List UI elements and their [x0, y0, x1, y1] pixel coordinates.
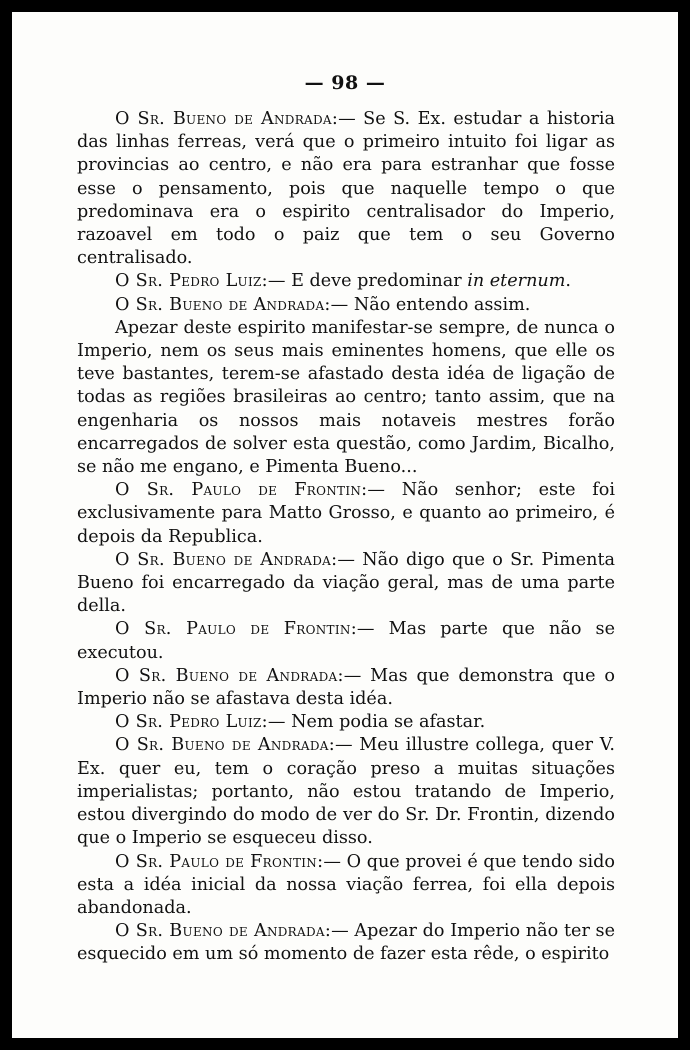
paragraph-text: — Meu illustre collega, quer V. Ex. quer eu, tem o coração preso a muitas situações imperialistas; portanto, não estou tratando de Imperio, estou divergindo do modo de ver do Sr. Dr. Frontin, dizendo que o Imperio se esqueceu disso.: [77, 735, 615, 849]
speaker-name: O Sr. Bueno de Andrada:: [115, 665, 344, 686]
speaker-name: O Sr. Paulo de Frontin:: [115, 480, 368, 501]
paragraph: [77, 734, 615, 850]
paragraph-text: — Nem podia se afastar.: [267, 712, 486, 733]
speaker-name: O Sr. Bueno de Andrada:: [115, 735, 335, 756]
page-number: — 98 —: [304, 72, 386, 94]
paragraph: [77, 711, 615, 734]
paragraph-text: — Não senhor; este foi exclusivamente para Matto Grosso, e quanto ao primeiro, é depois da Republica.: [77, 480, 615, 547]
paragraph-text: — Não digo que o Sr. Pimenta Bueno foi encarregado da viação geral, mas de uma parte della.: [77, 549, 616, 617]
paragraph: [77, 920, 615, 966]
paragraph: [77, 108, 615, 270]
paragraph: [77, 294, 615, 317]
paragraph-text: — Mas parte que não se executou.: [77, 619, 615, 663]
paragraph: [77, 549, 615, 619]
speaker-name: O Sr. Bueno de Andrada:: [115, 921, 332, 942]
speaker-name: O Sr. Paulo de Frontin:: [115, 619, 357, 640]
paragraph: [77, 317, 615, 479]
paragraph-text: — Apezar do Imperio não ter se esquecido em um só momento de fazer esta rêde, o espirito: [77, 921, 615, 965]
paragraph-text: — Mas que demonstra que o Imperio não se afastava desta idéa.: [77, 665, 615, 710]
paragraph: [77, 479, 615, 549]
speaker-name: O Sr. Paulo de Frontin:: [115, 851, 324, 872]
paragraph: [77, 665, 615, 711]
speaker-name: O Sr. Bueno de Andrada:: [115, 294, 331, 315]
paragraph-emphasis: in eternum: [467, 271, 566, 292]
speaker-name: O Sr. Pedro Luiz:: [115, 271, 268, 292]
paragraph-text: — O que provei é que tendo sido esta a idéa inicial da nossa viação ferrea, foi ella depois abandonada.: [77, 851, 615, 918]
paragraph-text-after: .: [565, 271, 572, 292]
paragraph-text: — E deve predominar: [267, 271, 468, 292]
speaker-name: O Sr. Bueno de Andrada:: [115, 549, 338, 570]
paragraph: [77, 851, 615, 921]
speaker-name: O Sr. Pedro Luiz:: [115, 712, 268, 733]
paragraph: [77, 270, 615, 293]
body-text: [77, 108, 615, 967]
paragraph-text: — Se S. Ex. estudar a historia das linhas ferreas, verá que o primeiro intuito foi ligar as provincias ao centro, e não era para estranhar que fosse esse o pensamento, pois que naquelle tempo o que predominava era o espirito centralisador do Imperio, razoavel em todo o paiz que tem o seu Governo centralisado.: [77, 109, 615, 269]
paragraph-text: Apezar deste espirito manifestar-se sempre, de nunca o Imperio, nem os seus mais eminentes homens, que elle os teve bastantes, terem-se afastado desta idéa de ligação de todas as regiões brasileiras ao centro; tanto assim, que na engenharia os nossos mais notaveis mestres forão encarregados de solver esta questão, como Jardim, Bicalho, se não me engano, e Pimenta Bueno...: [77, 317, 615, 478]
paragraph-text: — Não entendo assim.: [330, 294, 531, 315]
speaker-name: O Sr. Bueno de Andrada:: [115, 109, 339, 129]
document-page: [12, 12, 678, 1038]
paragraph: [77, 618, 615, 664]
